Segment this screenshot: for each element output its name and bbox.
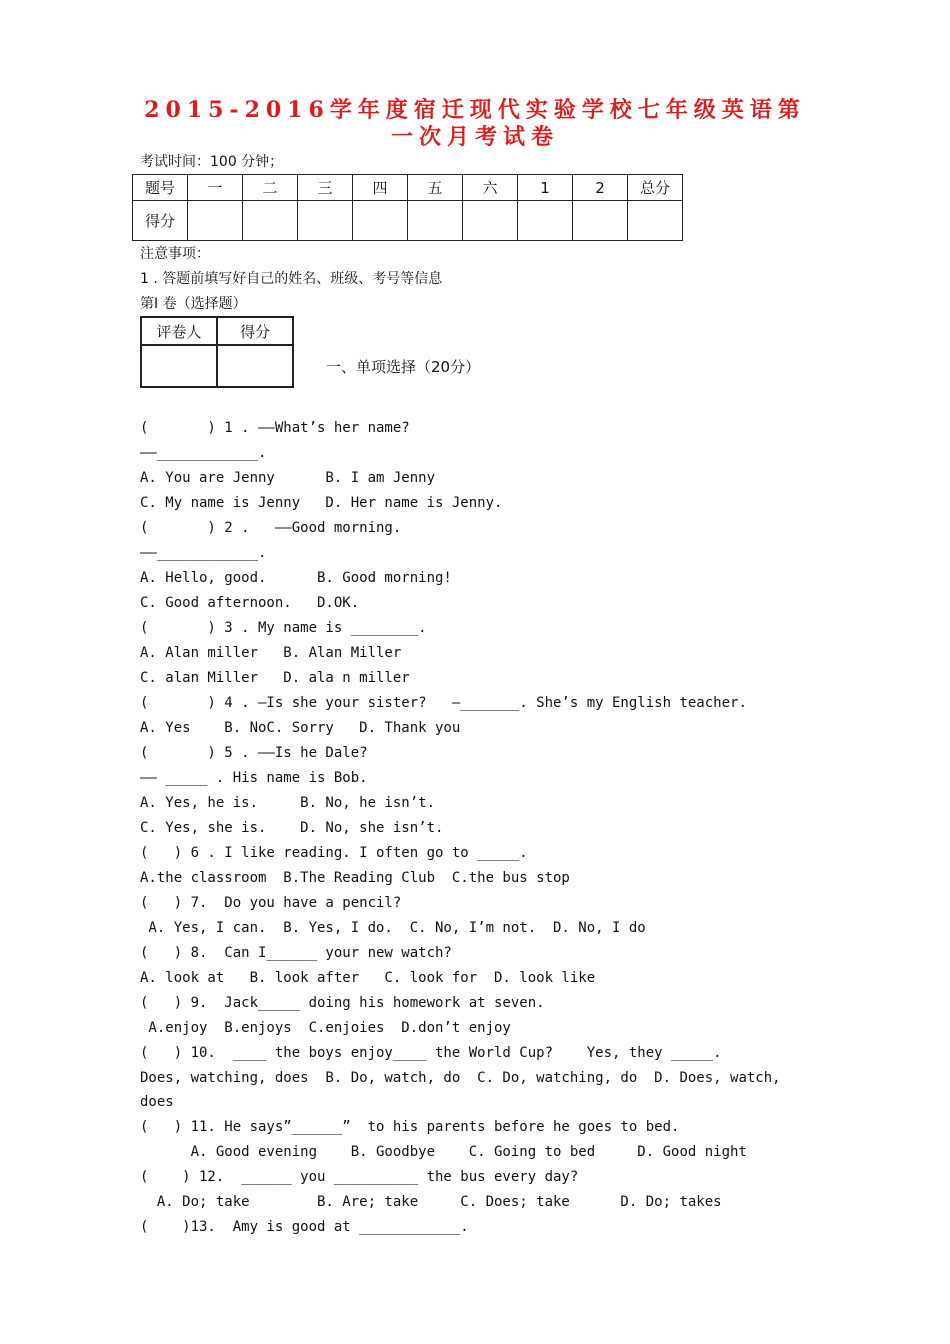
note-1: 1 . 答题前填写好自己的姓名、班级、考号等信息 <box>140 271 443 287</box>
question-line: ( ) 12. ______ you __________ the bus every day? <box>140 1169 579 1185</box>
option-line: A. Alan miller B. Alan Miller <box>140 645 402 661</box>
grader-table <box>140 316 294 388</box>
exam-title-line1: 2015-2016学年度宿迁现代实验学校七年级英语第 <box>144 97 806 123</box>
answer-line: ——____________. <box>140 445 267 461</box>
score-table <box>132 174 683 241</box>
score-cell[interactable] <box>188 201 243 241</box>
question-line: ( ) 7. Do you have a pencil? <box>140 895 402 911</box>
option-line: A. Good evening B. Goodbye C. Going to bed D. Good night <box>140 1144 747 1160</box>
option-line: A. look at B. look after C. look for D. look like <box>140 970 596 986</box>
question-line: ( ) 6 . I like reading. I often go to _____. <box>140 845 528 861</box>
question-line: ( ) 4 . —Is she your sister? —_______. She’s my English teacher. <box>140 695 747 711</box>
question-line: ( ) 2 . ——Good morning. <box>140 520 402 536</box>
grader-cell[interactable] <box>217 345 293 387</box>
option-line: A. Do; take B. Are; take C. Does; take D. Do; takes <box>140 1194 722 1210</box>
exam-time: 考试时间：100 分钟； <box>140 154 284 170</box>
score-cell[interactable] <box>298 201 353 241</box>
score-header-cell: 总分 <box>628 175 683 201</box>
question-line: ( ) 1 . ——What’s her name? <box>140 420 410 436</box>
score-cell[interactable] <box>518 201 573 241</box>
question-line: ( ) 3 . My name is ________. <box>140 620 427 636</box>
option-line: A.enjoy B.enjoys C.enjoies D.don’t enjoy <box>140 1020 511 1036</box>
exam-title-line2: 一次月考试卷 <box>390 124 559 150</box>
score-table-header-row <box>133 175 683 201</box>
option-line: C. Good afternoon. D.OK. <box>140 595 360 611</box>
answer-line: —— _____ . His name is Bob. <box>140 770 368 786</box>
score-cell[interactable] <box>573 201 628 241</box>
score-header-cell: 五 <box>408 175 463 201</box>
volume-heading: 第I 卷（选择题） <box>140 296 247 312</box>
option-line: A. Hello, good. B. Good morning! <box>140 570 452 586</box>
option-line: C. alan Miller D. ala n miller <box>140 670 410 686</box>
option-line: A.the classroom B.The Reading Club C.the bus stop <box>140 870 570 886</box>
option-line: C. Yes, she is. D. No, she isn’t. <box>140 820 444 836</box>
score-cell[interactable] <box>408 201 463 241</box>
grader-header-row <box>141 317 293 345</box>
option-line: Does, watching, does B. Do, watch, do C. Do, watching, do D. Does, watch, <box>140 1070 781 1086</box>
score-header-cell: 三 <box>298 175 353 201</box>
question-line: ( ) 5 . ——Is he Dale? <box>140 745 368 761</box>
score-header-cell: 1 <box>518 175 573 201</box>
score-cell[interactable] <box>463 201 518 241</box>
notes-heading: 注意事项： <box>140 246 210 262</box>
score-row-label: 得分 <box>133 201 188 241</box>
score-header-cell: 题号 <box>133 175 188 201</box>
score-header-cell: 二 <box>243 175 298 201</box>
question-line: ( ) 11. He says”______” to his parents before he goes to bed. <box>140 1119 680 1135</box>
score-header-cell: 四 <box>353 175 408 201</box>
score-table-score-row <box>133 201 683 241</box>
option-line: A. Yes B. NoC. Sorry D. Thank you <box>140 720 461 736</box>
question-line: ( ) 8. Can I______ your new watch? <box>140 945 452 961</box>
option-line: A. You are Jenny B. I am Jenny <box>140 470 436 486</box>
score-cell[interactable] <box>628 201 683 241</box>
answer-line: ——____________. <box>140 545 267 561</box>
grader-cell[interactable] <box>141 345 217 387</box>
option-line: C. My name is Jenny D. Her name is Jenny. <box>140 495 503 511</box>
question-line: ( )13. Amy is good at ____________. <box>140 1219 469 1235</box>
question-line: ( ) 10. ____ the boys enjoy____ the World Cup? Yes, they _____. <box>140 1045 722 1061</box>
score-header-cell: 2 <box>573 175 628 201</box>
score-header-cell: 六 <box>463 175 518 201</box>
score-cell[interactable] <box>243 201 298 241</box>
grader-body-row <box>141 345 293 387</box>
grader-header-cell: 评卷人 <box>141 317 217 345</box>
section-heading: 一、单项选择（20分） <box>326 358 481 376</box>
score-header-cell: 一 <box>188 175 243 201</box>
question-line: ( ) 9. Jack_____ doing his homework at seven. <box>140 995 545 1011</box>
score-cell[interactable] <box>353 201 408 241</box>
option-line: A. Yes, I can. B. Yes, I do. C. No, I’m not. D. No, I do <box>140 920 646 936</box>
grader-header-cell: 得分 <box>217 317 293 345</box>
option-line: does <box>140 1094 174 1110</box>
option-line: A. Yes, he is. B. No, he isn’t. <box>140 795 436 811</box>
